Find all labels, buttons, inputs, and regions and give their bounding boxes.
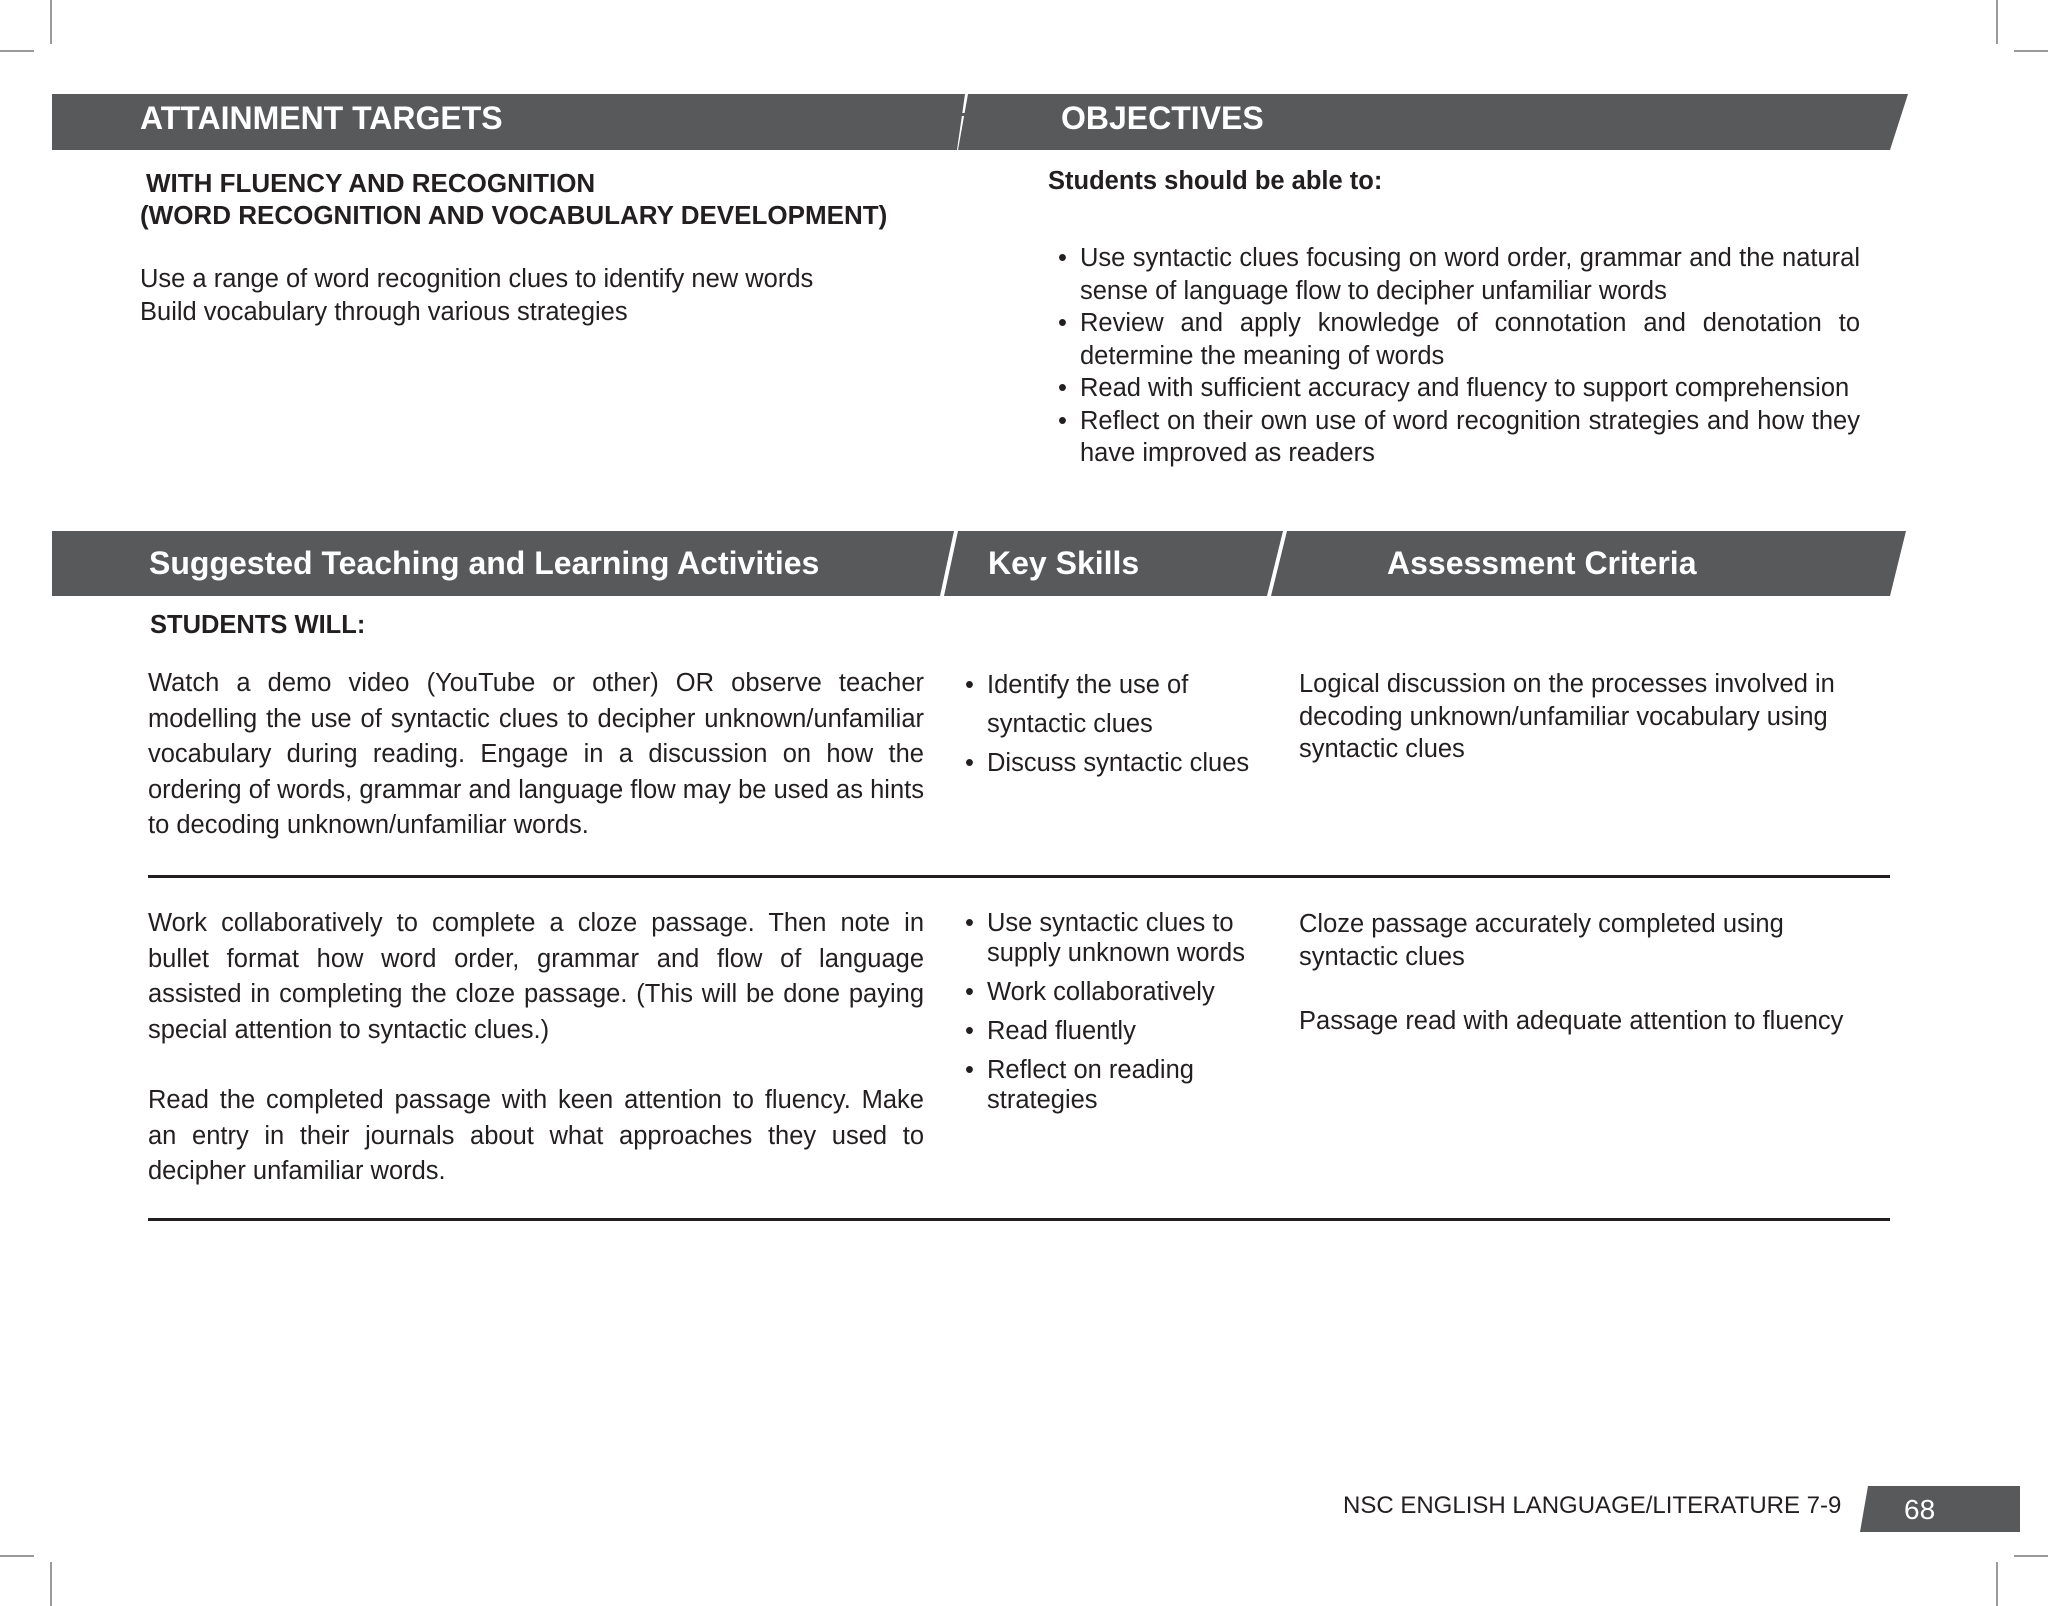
attainment-heading-line1: WITH FLUENCY AND RECOGNITION [146, 168, 596, 198]
objective-item: • Use syntactic clues focusing on word order, grammar and the natural sense of language flow to decipher unfamiliar words [1056, 242, 1860, 307]
objective-item: • Read with sufficient accuracy and fluency to support comprehension [1056, 372, 1860, 405]
row-divider [148, 1218, 1890, 1221]
attainment-heading-line2: (WORD RECOGNITION AND VOCABULARY DEVELOPMENT) [140, 200, 888, 230]
key-skill-item: • Read fluently [963, 1016, 1273, 1046]
row-divider [148, 875, 1890, 878]
attainment-line: Use a range of word recognition clues to identify new words [140, 265, 814, 293]
key-skills-list [963, 666, 1263, 783]
objective-item: • Reflect on their own use of word recognition strategies and how they have improved as readers [1056, 405, 1860, 470]
activity-cell [148, 666, 924, 844]
key-skill-item: • Identify the use of syntactic clues [963, 666, 1263, 744]
crop-mark [50, 1562, 52, 1606]
attainment-line: Build vocabulary through various strategies [140, 297, 628, 326]
objectives-title: OBJECTIVES [1061, 100, 1264, 136]
attainment-targets-title: ATTAINMENT TARGETS [140, 100, 503, 136]
crop-mark [1996, 1562, 1998, 1606]
attainment-list [140, 263, 813, 328]
attainment-heading [140, 167, 887, 231]
key-skill-item: • Use syntactic clues to supply unknown words [963, 908, 1273, 968]
key-skills-list [963, 908, 1273, 1115]
activity-cell [148, 906, 924, 1190]
assessment-text: Cloze passage accurately completed using syntactic clues [1299, 910, 1784, 971]
page-number: 68 [1904, 1494, 1936, 1525]
key-skill-item: • Reflect on reading strategies [963, 1055, 1273, 1115]
objectives-list [1056, 242, 1860, 470]
assessment-column-title: Assessment Criteria [1387, 545, 1697, 581]
key-skills-column-title: Key Skills [988, 545, 1140, 581]
activity-paragraph: Work collaboratively to complete a cloze passage. Then note in bullet format how word order, grammar and flow of language assisted in completing the cloze passage. (This will be done paying special attention to syntactic clues.) [148, 909, 924, 1044]
page-number-tab [1860, 1486, 2020, 1534]
assessment-cell [1299, 908, 1889, 1038]
assessment-text: Passage read with adequate attention to fluency [1299, 1007, 1844, 1035]
activity-paragraph: Read the completed passage with keen attention to fluency. Make an entry in their journals about what approaches they used to decipher unfamiliar words. [148, 1086, 924, 1185]
activity-paragraph: Watch a demo video (YouTube or other) OR observe teacher modelling the use of syntactic clues to decipher unknown/unfamiliar vocabulary during reading. Engage in a discussion on how the ordering of words, grammar and language flow may be used as hints to decoding unknown/unfamiliar words. [148, 669, 924, 839]
assessment-cell [1299, 668, 1859, 766]
crop-mark [2014, 1555, 2048, 1557]
objectives-intro: Students should be able to: [1048, 167, 1383, 195]
objective-item: • Review and apply knowledge of connotation and denotation to determine the meaning of words [1056, 307, 1860, 372]
key-skill-item: • Work collaboratively [963, 977, 1273, 1007]
assessment-text: Logical discussion on the processes involved in decoding unknown/unfamiliar vocabulary using syntactic clues [1299, 670, 1835, 763]
crop-mark [0, 1555, 34, 1557]
footer-title: NSC ENGLISH LANGUAGE/LITERATURE 7-9 [1343, 1492, 1842, 1519]
students-will-label: STUDENTS WILL: [150, 611, 366, 639]
key-skill-item: • Discuss syntactic clues [963, 744, 1263, 783]
activities-column-title: Suggested Teaching and Learning Activities [149, 545, 820, 581]
